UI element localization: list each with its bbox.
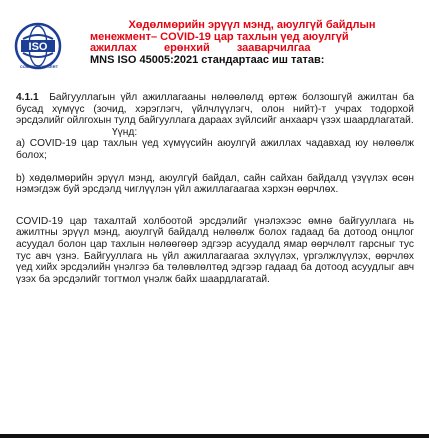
list-item-b: b) хөдөлмөрийн эрүүл мэнд, аюулгүй байдал, сайн сайхан байдалд үзүүлэх өсөн нэмэгдэж буй эрсдэлд чиглүүлэн үйл ажиллагаагаа хэрхэн өөрчлөх. — [16, 172, 414, 196]
logo-caption: COMMISSION CERT — [19, 64, 59, 69]
document-title — [90, 20, 414, 66]
title-line-3: ажиллах ерөнхий зааварчилгаа — [90, 42, 311, 54]
title-line-2: менежмент– COVID-19 цар тахлын үед аюулгүй — [90, 30, 349, 43]
uund-label: Үүнд: — [112, 126, 138, 138]
title-line-1: Хөдөлмөрийн эрүүл мэнд, аюулгүй байдлын — [128, 19, 376, 31]
paragraph-1-text: Байгууллагын үйл ажиллагааны нөлөөлөлд өртөж болзошгүй ажилтан ба бусад хүмүүс (зочид, хэрэглэгч, үйлчлүүлэгч, олон нийт)-т учрах тодорхой эрсдэлийг ойлгохын тулд байгууллага дараах зүйлсийг анхаарч үзэх шаардлагатай. — [16, 92, 414, 127]
bottom-divider — [0, 434, 429, 438]
paragraph-1 — [16, 92, 414, 127]
section-number: 4.1.1 — [16, 92, 39, 103]
document-header — [0, 0, 429, 76]
paragraph-2: COVID-19 цар тахалтай холбоотой эрсдэлийг үнэлэхээс өмнө байгууллага нь ажилтны эрүүл мэнд, аюулгүй байдалд нөлөөлж болох гадаад ба дотоод онцлог асуудал болон цар тахлын нөлөөгөөр эдгээр асуудалд ямар өөрчлөлт гарсныг тус тус авч үзнэ. Байгууллага нь үйл ажиллагаагаа эхлүүлэх, үргэлжлүүлэх, өөрчлөх үед хийх эрсдэлийн үнэлгээ ба төлөвлөлтөд эдгээр гадаад ба дотоод асуудлыг авч үзэх ба эрсдэлийг тогтмол үнэлж байх шаардлагатай. — [16, 215, 414, 285]
iso-logo-icon — [14, 22, 62, 70]
title-line-4: MNS ISO 45005:2021 стандартаас иш татав: — [90, 53, 325, 66]
list-item-a: а) COVID-19 цар тахлын үед хүмүүсийн аюулгүй ажиллах чадавхад юу нөлөөлж болох; — [16, 138, 414, 161]
document-body — [16, 92, 414, 285]
logo-text: ISO — [28, 41, 48, 53]
